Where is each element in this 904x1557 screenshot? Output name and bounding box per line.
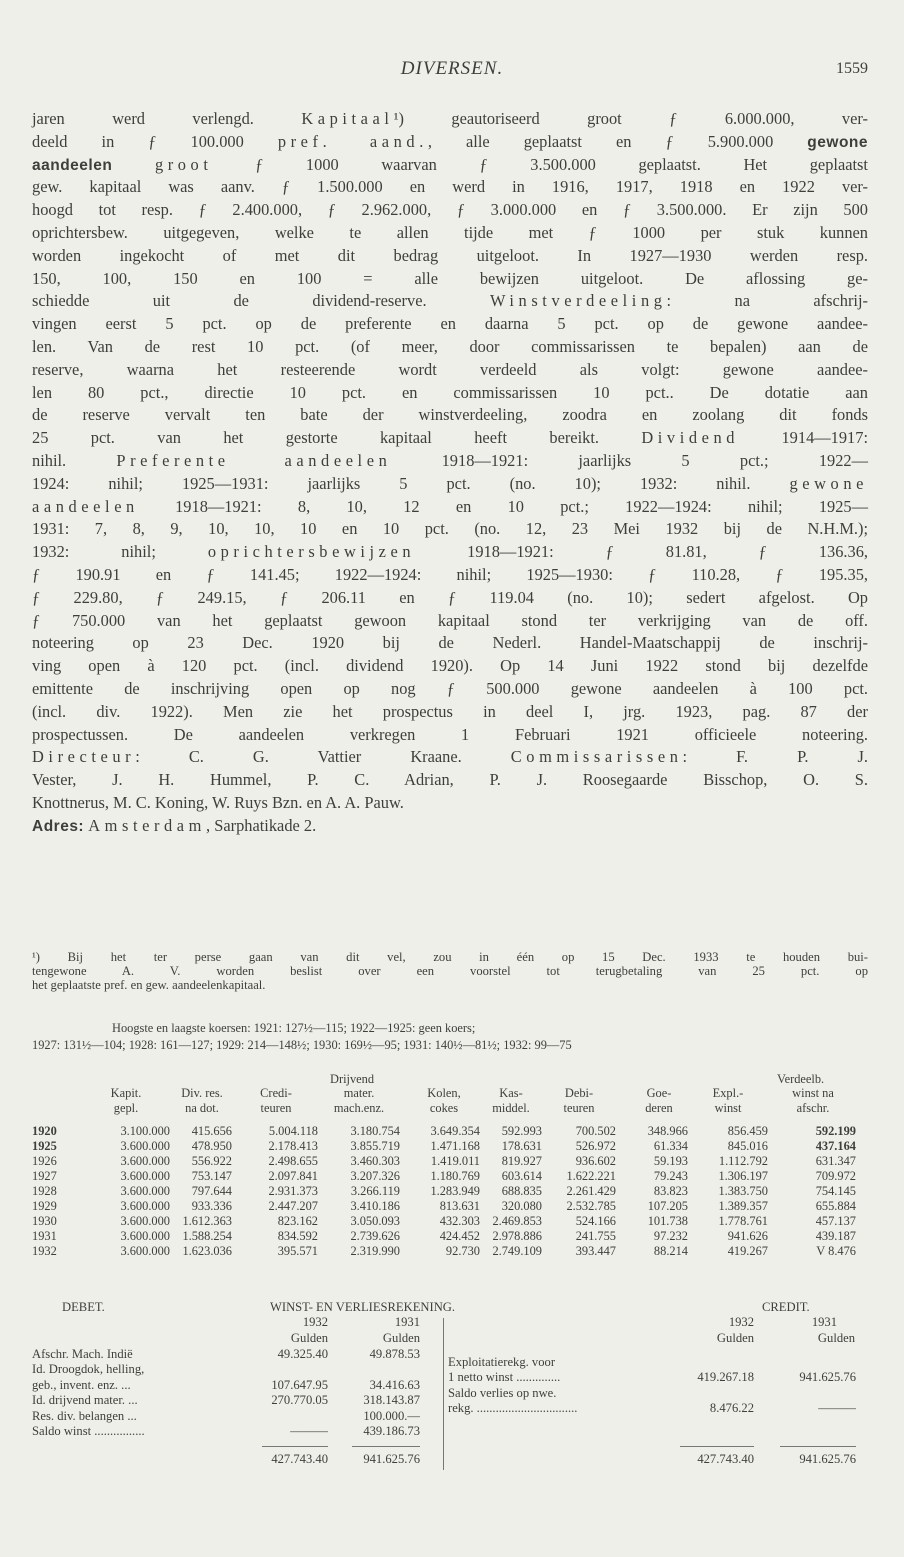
spaced-term: Amsterdam: [88, 815, 207, 835]
text-line: [32, 199, 868, 222]
spaced-term: Kapitaal: [301, 109, 394, 128]
table-header-cell: afschr.: [796, 1101, 830, 1115]
text-line: [32, 496, 868, 519]
text-run: emittente de inschrijving open op nog ƒ 500.000 gewone aandeelen à 100 pct.: [32, 678, 868, 698]
table-cell: 603.614: [501, 1169, 542, 1183]
table-cell: 79.243: [653, 1169, 688, 1183]
text-run: 1924: nihil; 1925—1931: jaarlijks 5 pct. (no. 10); 1932: nihil.: [32, 473, 790, 493]
table-row-year: 1926: [32, 1154, 57, 1168]
text-line: [32, 587, 868, 610]
table-cell: 88.214: [653, 1244, 688, 1258]
spaced-term: gewone: [789, 473, 868, 493]
text-line: [32, 404, 868, 427]
text-run: gew. kapitaal was aanv. ƒ 1.500.000 en werd in 1916, 1917, 1918 en 1922 ver-: [32, 177, 868, 197]
table-cell: 933.336: [191, 1199, 232, 1213]
table-header-cell: na dot.: [185, 1101, 219, 1115]
text-run: ƒ 229.80, ƒ 249.15, ƒ 206.11 en ƒ 119.04 (no. 10); sedert afgelost. Op: [32, 587, 868, 607]
table-cell: 92.730: [445, 1244, 480, 1258]
table-cell: 3.207.326: [350, 1169, 400, 1183]
table-cell: 2.469.853: [492, 1214, 542, 1228]
credit-item: Exploitatierekg. voor: [448, 1355, 556, 1369]
credit-item: Saldo verlies op nwe.: [448, 1385, 557, 1400]
table-header-cell: middel.: [492, 1101, 530, 1115]
table-header-cell: mater.: [343, 1086, 375, 1100]
table-cell: 2.532.785: [566, 1199, 616, 1213]
table-cell: 3.600.000: [120, 1184, 170, 1198]
total-rule: [680, 1446, 754, 1447]
table-cell: 424.452: [439, 1229, 480, 1243]
table-cell: 1.306.197: [718, 1169, 768, 1183]
text-line: [32, 336, 868, 359]
text-run: nihil.: [32, 450, 117, 470]
table-cell: 241.755: [575, 1229, 616, 1243]
table-cell: 845.016: [727, 1139, 768, 1153]
table-cell: 1.389.357: [718, 1199, 768, 1213]
spaced-term: aandeelen: [32, 496, 139, 516]
table-cell: 1.612.363: [182, 1214, 232, 1228]
text-run: Knottnerus, M. C. Koning, W. Ruys Bzn. en A. A. Pauw.: [32, 792, 404, 812]
table-cell: 3.460.303: [350, 1154, 400, 1168]
price-ranges: [32, 1020, 868, 1054]
table-cell: 348.966: [647, 1124, 688, 1138]
table-row-year: 1925: [32, 1139, 57, 1153]
text-run: : C. G. Vattier Kraane.: [135, 747, 511, 767]
text-run: worden ingekocht of met dit bedrag uitgeloot. In 1927—1930 werden resp.: [32, 245, 868, 265]
table-header-cell: Expl.-: [712, 1086, 744, 1100]
table-header-cell: Credi-: [260, 1086, 292, 1100]
table-group-header: Verdeelb.: [777, 1072, 825, 1086]
year-label: 1932: [728, 1315, 754, 1329]
table-cell: 819.927: [501, 1154, 542, 1168]
table-cell: 592.993: [501, 1124, 542, 1138]
debet-item: geb., invent. enz. ...: [32, 1377, 131, 1392]
table-cell: 524.166: [575, 1214, 616, 1228]
table-row-year: 1928: [32, 1184, 57, 1198]
table-cell: 437.164: [815, 1139, 856, 1153]
table-header-cell: winst na: [792, 1086, 834, 1100]
table-cell: 2.978.886: [492, 1229, 542, 1243]
table-cell: 1.383.750: [718, 1184, 768, 1198]
text-run: , alle geplaatst en ƒ 5.900.000: [427, 131, 808, 151]
text-line: [32, 815, 868, 838]
table-header-cell: Kapit.: [110, 1086, 142, 1100]
credit-value-1932: 419.267.18: [697, 1370, 754, 1385]
table-cell: 393.447: [575, 1244, 616, 1258]
table-cell: 3.600.000: [120, 1199, 170, 1213]
table-cell: 415.656: [191, 1124, 232, 1138]
table-cell: 688.835: [501, 1184, 542, 1198]
table-header-cell: gepl.: [113, 1101, 139, 1115]
table-header-cell: Div. res.: [181, 1086, 223, 1100]
footnote-line: tengewone A. V. worden beslist over een voorstel tot terugbetaling van 25 pct. op: [32, 964, 868, 978]
center-divider: [443, 1318, 444, 1470]
spaced-term: Commissarissen: [510, 747, 683, 767]
table-header-cell: Goe-: [646, 1086, 672, 1100]
spaced-term: oprichtersbewijzen: [207, 542, 416, 562]
text-run: 1931: 7, 8, 9, 10, 10, 10 en 10 pct. (no. 12, 23 Mei 1932 bij de N.H.M.);: [32, 519, 868, 539]
text-line: [32, 792, 868, 815]
table-cell: 2.739.626: [350, 1229, 400, 1243]
table-row-year: 1920: [32, 1124, 57, 1138]
table-header-cell: cokes: [429, 1101, 459, 1115]
credit-item: rekg. ................................: [448, 1401, 578, 1416]
table-cell: 1.778.761: [718, 1214, 768, 1228]
text-line: [32, 131, 868, 154]
table-cell: 2.178.413: [268, 1139, 318, 1153]
table-header-cell: winst: [714, 1101, 742, 1115]
table-cell: 5.004.118: [268, 1124, 318, 1138]
text-line: [32, 427, 868, 450]
text-line: [32, 108, 868, 131]
table-cell: 753.147: [191, 1169, 232, 1183]
table-cell: 526.972: [575, 1139, 616, 1153]
debet-item: Res. div. belangen ...: [32, 1408, 137, 1423]
table-cell: 2.097.841: [268, 1169, 318, 1183]
table-header-cell: teuren: [563, 1101, 595, 1115]
text-line: [32, 678, 868, 701]
text-run: prospectussen. De aandeelen verkregen 1 Februari 1921 officieele noteering.: [32, 724, 868, 744]
text-run: ¹) geautoriseerd groot ƒ 6.000.000, ver-: [393, 109, 868, 128]
footnote-line: ¹) Bij het ter perse gaan van dit vel, zou in één op 15 Dec. 1933 te houden bui-: [32, 950, 868, 964]
table-cell: 3.600.000: [120, 1244, 170, 1258]
text-run: noteering op 23 Dec. 1920 bij de Nederl. Handel-Maatschappij de inschrij-: [32, 633, 868, 653]
table-cell: 834.592: [277, 1229, 318, 1243]
table-cell: 2.319.990: [350, 1244, 400, 1258]
unit-label: Gulden: [817, 1331, 855, 1345]
table-cell: 59.193: [653, 1154, 688, 1168]
footnote: [32, 950, 868, 992]
table-cell: 1.622.221: [566, 1169, 616, 1183]
table-cell: 320.080: [501, 1199, 542, 1213]
text-line: [32, 154, 868, 177]
text-line: [32, 245, 868, 268]
bold-term: aandeelen: [32, 156, 113, 174]
table-cell: 478.950: [191, 1139, 232, 1153]
text-line: [32, 724, 868, 747]
table-header-cell: Debi-: [564, 1086, 594, 1100]
price-range-line: 1927: 131½—104; 1928: 161—127; 1929: 214—148½; 1930: 169½—95; 1931: 140½—81½; 1932: 99—75: [32, 1038, 572, 1052]
bold-term: gewone: [807, 133, 868, 151]
text-run: deeld in ƒ 100.000: [32, 131, 278, 151]
table-cell: 3.855.719: [350, 1139, 400, 1153]
credit-item: 1 netto winst ..............: [448, 1370, 561, 1385]
text-line: [32, 313, 868, 336]
price-range-line: Hoogste en laagste koersen: 1921: 127½—115; 1922—1925: geen koers;: [112, 1021, 476, 1035]
debet-value-1931: 100.000.—: [363, 1408, 420, 1423]
table-cell: 709.972: [815, 1169, 856, 1183]
text-line: [32, 746, 868, 769]
spaced-term: Preferente aandeelen: [116, 450, 392, 470]
table-cell: 457.137: [815, 1214, 856, 1228]
table-row-year: 1931: [32, 1229, 57, 1243]
pl-title: WINST- EN VERLIESREKENING.: [270, 1300, 456, 1314]
debet-item: Saldo winst ................: [32, 1424, 145, 1438]
text-line: [32, 610, 868, 633]
text-line: [32, 769, 868, 792]
text-run: (incl. div. 1922). Men zie het prospectus in deel I, jrg. 1923, pag. 87 der: [32, 701, 868, 721]
table-cell: 700.502: [575, 1124, 616, 1138]
table-cell: 592.199: [815, 1124, 856, 1138]
credit-value-1931: 941.625.76: [799, 1370, 856, 1385]
table-cell: 1.112.792: [718, 1154, 768, 1168]
total-rule: [780, 1446, 856, 1447]
text-line: [32, 450, 868, 473]
text-line: [32, 473, 868, 496]
debet-item: Id. drijvend mater. ...: [32, 1393, 138, 1408]
text-line: [32, 701, 868, 724]
table-cell: 61.334: [653, 1139, 688, 1153]
debet-value-1931: 318.143.87: [363, 1393, 420, 1408]
text-run: de reserve vervalt ten bate der winstverdeeling, zoodra en zoolang dit fonds: [32, 405, 868, 425]
text-run: : na afschrij-: [666, 291, 868, 311]
table-header-cell: mach.enz.: [333, 1101, 385, 1115]
debet-value-1931: 34.416.63: [369, 1377, 420, 1392]
table-cell: 3.600.000: [120, 1169, 170, 1183]
text-run: len 80 pct., directie 10 pct. en commissarissen 10 pct.. De dotatie aan: [32, 382, 868, 402]
table-cell: V 8.476: [816, 1244, 856, 1258]
table-cell: 439.187: [815, 1229, 856, 1243]
table-cell: 3.180.754: [350, 1124, 400, 1138]
table-cell: 556.922: [191, 1154, 232, 1168]
table-header-cell: Kas-: [499, 1086, 523, 1100]
year-label: 1931: [811, 1315, 837, 1329]
text-line: [32, 222, 868, 245]
footnote-line: het geplaatste pref. en gew. aandeelenkapitaal.: [32, 978, 266, 992]
text-run: ƒ 750.000 van het geplaatst gewoon kapitaal stond ter verkrijging van de off.: [32, 610, 868, 630]
text-line: [32, 655, 868, 678]
spaced-term: pref. aand.: [277, 131, 428, 151]
table-cell: 3.410.186: [350, 1199, 400, 1213]
table-cell: 1.283.949: [430, 1184, 480, 1198]
table-cell: 178.631: [501, 1139, 542, 1153]
table-cell: 1.180.769: [430, 1169, 480, 1183]
table-row-year: 1927: [32, 1169, 57, 1183]
table-cell: 631.347: [815, 1154, 856, 1168]
table-cell: 2.447.207: [268, 1199, 318, 1213]
text-run: ƒ 190.91 en ƒ 141.45; 1922—1924: nihil; 1925—1930: ƒ 110.28, ƒ 195.35,: [32, 564, 868, 584]
table-cell: 823.162: [277, 1214, 318, 1228]
table-cell: 936.602: [575, 1154, 616, 1168]
table-row-year: 1932: [32, 1244, 57, 1258]
table-cell: 1.471.168: [430, 1139, 480, 1153]
text-run: 150, 100, 150 en 100 = alle bewijzen uitgeloot. De aflossing ge-: [32, 268, 868, 288]
table-group-header: Drijvend: [330, 1072, 375, 1086]
table-cell: 3.050.093: [350, 1214, 400, 1228]
text-run: oprichtersbew. uitgegeven, welke te allen tijde met ƒ 1000 per stuk kunnen: [32, 222, 868, 242]
debet-value-1932: 49.325.40: [277, 1347, 328, 1361]
bold-term: Adres:: [32, 817, 85, 835]
text-run: 1932: nihil;: [32, 542, 208, 562]
unit-label: Gulden: [290, 1331, 328, 1345]
table-cell: 419.267: [727, 1244, 768, 1258]
table-cell: 3.266.119: [350, 1184, 400, 1198]
table-header-cell: teuren: [260, 1101, 292, 1115]
text-line: [32, 632, 868, 655]
text-run: reserve, waarna het resteerende wordt verdeeld als volgt: gewone aandee-: [32, 359, 868, 379]
text-line: [32, 268, 868, 291]
table-cell: 83.823: [653, 1184, 688, 1198]
text-run: 1918—1921: jaarlijks 5 pct.; 1922—: [391, 450, 868, 470]
debet-value-1931: 49.878.53: [369, 1347, 420, 1361]
table-cell: 3.600.000: [120, 1139, 170, 1153]
text-run: 1918—1921: 8, 10, 12 en 10 pct.; 1922—1924: nihil; 1925—: [138, 496, 868, 516]
table-cell: 432.303: [439, 1214, 480, 1228]
text-line: [32, 176, 868, 199]
debet-value-1932: 270.770.05: [271, 1393, 328, 1408]
total-value: 427.743.40: [271, 1452, 328, 1466]
text-run: [112, 155, 155, 174]
table-cell: 107.205: [647, 1199, 688, 1213]
total-value: 427.743.40: [697, 1452, 754, 1466]
text-run: : F. P. J.: [682, 747, 868, 767]
text-line: [32, 564, 868, 587]
table-cell: 1.419.011: [430, 1154, 480, 1168]
debet-value-1932: 107.647.95: [271, 1377, 328, 1392]
spaced-term: Dividend: [641, 428, 740, 448]
table-cell: 1.588.254: [182, 1229, 232, 1243]
table-header-cell: Kolen,: [427, 1086, 461, 1100]
table-cell: 1.623.036: [182, 1244, 232, 1258]
text-run: 1918—1921: ƒ 81.81, ƒ 136.36,: [415, 542, 868, 562]
text-run: , Sarphatikade 2.: [206, 815, 317, 835]
table-cell: 2.749.109: [492, 1244, 542, 1258]
text-run: ƒ 1000 waarvan ƒ 3.500.000 geplaatst. Het geplaatst: [212, 154, 868, 174]
text-run: jaren werd verlengd.: [32, 109, 302, 128]
table-cell: 655.884: [815, 1199, 856, 1213]
text-run: vingen eerst 5 pct. op de preferente en daarna 5 pct. op de gewone aandee-: [32, 314, 868, 334]
page-header-title: DIVERSEN.: [400, 58, 504, 79]
text-run: len. Van de rest 10 pct. (of meer, door commissarissen te bepalen) aan de: [32, 336, 868, 356]
debet-value-1931: 439.186.73: [363, 1424, 420, 1438]
spaced-term: Directeur: [32, 747, 136, 767]
credit-value-1932: 8.476.22: [709, 1401, 754, 1416]
debet-value-1932: ———: [290, 1424, 328, 1438]
table-cell: 2.261.429: [566, 1184, 616, 1198]
total-value: 941.625.76: [799, 1452, 856, 1466]
credit-value-1931: ———: [818, 1401, 856, 1416]
spaced-term: Winstverdeeling: [489, 291, 667, 311]
table-cell: 754.145: [815, 1184, 856, 1198]
text-line: [32, 518, 868, 541]
text-line: [32, 541, 868, 564]
unit-label: Gulden: [382, 1331, 420, 1345]
spaced-term: groot: [154, 154, 213, 174]
text-run: Vester, J. H. Hummel, P. C. Adrian, P. J. Roosegaarde Bisschop, O. S.: [32, 770, 868, 790]
debet-label: DEBET.: [62, 1300, 105, 1314]
table-cell: 3.600.000: [120, 1214, 170, 1228]
total-rule: [262, 1446, 328, 1447]
table-cell: 813.631: [439, 1199, 480, 1213]
table-cell: 2.931.373: [268, 1184, 318, 1198]
table-cell: 3.649.354: [430, 1124, 480, 1138]
company-description: [32, 108, 868, 838]
text-line: [32, 382, 868, 405]
text-line: [32, 290, 868, 313]
year-label: 1932: [302, 1315, 328, 1329]
table-cell: 97.232: [653, 1229, 688, 1243]
credit-label: CREDIT.: [762, 1300, 810, 1314]
total-value: 941.625.76: [363, 1452, 420, 1466]
table-header-cell: deren: [645, 1101, 673, 1115]
table-cell: 3.600.000: [120, 1154, 170, 1168]
table-row-year: 1930: [32, 1214, 57, 1228]
table-cell: 856.459: [727, 1124, 768, 1138]
page-number: 1559: [836, 60, 868, 77]
total-rule: [352, 1446, 420, 1447]
text-run: 25 pct. van het gestorte kapitaal heeft bereikt.: [32, 428, 642, 448]
text-run: ving open à 120 pct. (incl. dividend 1920). Op 14 Juni 1922 stond bij dezelfde: [32, 656, 868, 676]
table-cell: 395.571: [277, 1244, 318, 1258]
text-run: 1914—1917:: [739, 428, 868, 448]
debet-item: Id. Droogdok, helling,: [32, 1362, 145, 1377]
text-run: schiedde uit de dividend-reserve.: [32, 291, 490, 311]
text-run: hoogd tot resp. ƒ 2.400.000, ƒ 2.962.000, ƒ 3.000.000 en ƒ 3.500.000. Er zijn 500: [32, 200, 868, 220]
table-cell: 3.600.000: [120, 1229, 170, 1243]
table-cell: 797.644: [191, 1184, 232, 1198]
table-row-year: 1929: [32, 1199, 57, 1213]
year-label: 1931: [394, 1315, 420, 1329]
debet-item: Afschr. Mach. Indië: [32, 1347, 133, 1361]
table-cell: 101.738: [647, 1214, 688, 1228]
table-cell: 941.626: [727, 1229, 768, 1243]
unit-label: Gulden: [716, 1331, 754, 1345]
table-cell: 3.100.000: [120, 1124, 170, 1138]
table-cell: 2.498.655: [268, 1154, 318, 1168]
text-line: [32, 359, 868, 382]
